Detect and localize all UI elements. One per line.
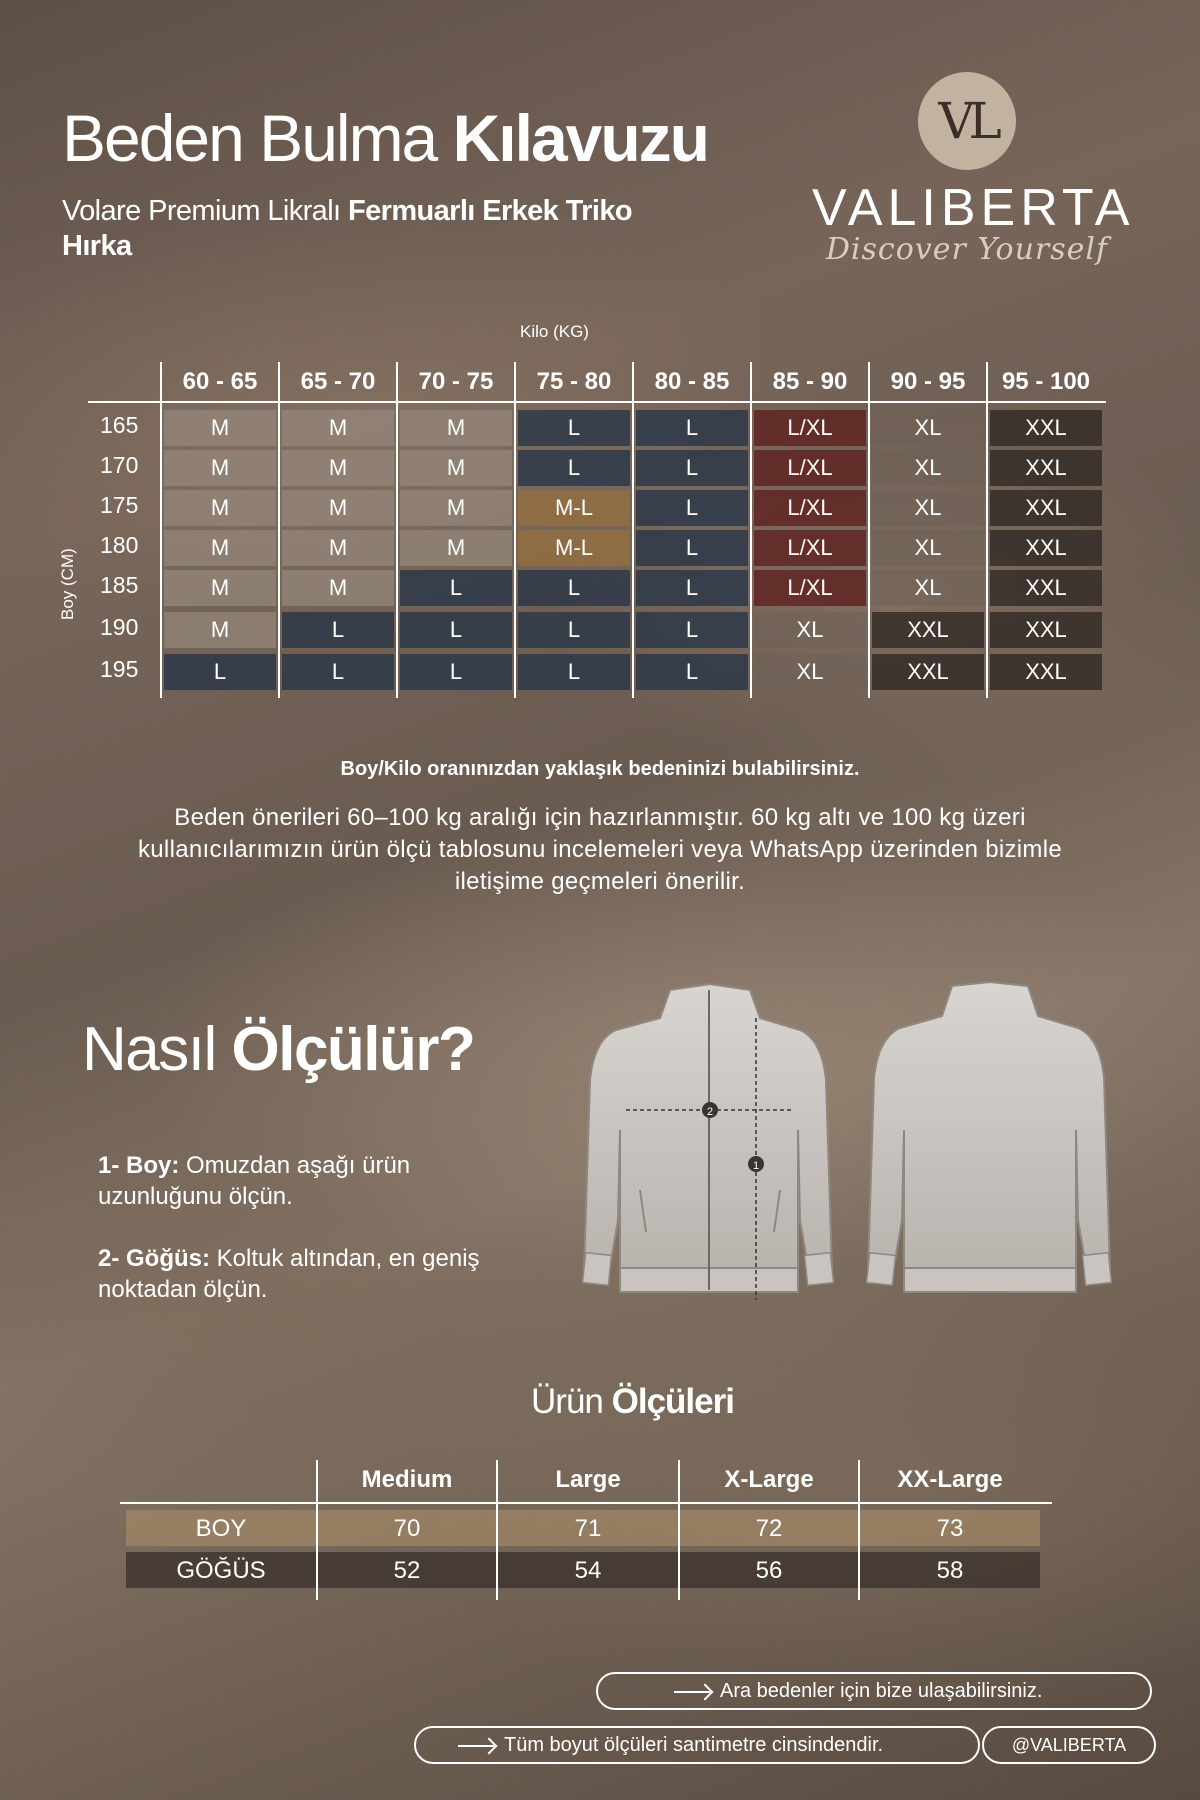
size-cell: M [164,570,276,606]
arrow-right-icon [458,1745,494,1747]
column-divider [750,362,752,698]
height-label: 175 [100,492,139,518]
column-divider [986,362,988,698]
size-cell: M [400,490,512,526]
size-cell: L [636,410,748,446]
product-subtitle: Volare Premium Likralı Fermuarlı Erkek Triko Hırka [62,195,632,262]
measure-row-label: GÖĞÜS [176,1557,266,1584]
weight-header: 75 - 80 [536,368,612,395]
size-cell: XXL [990,410,1102,446]
size-cell: M-L [518,490,630,526]
column-divider [278,362,280,698]
instruction-chest: 2- Göğüs: Koltuk altından, en geniş noktadan ölçün. [98,1245,480,1303]
jacket-back-icon [867,982,1112,1292]
measure-value: 58 [936,1557,964,1584]
size-cell: XXL [872,654,984,690]
weight-header: 60 - 65 [182,368,258,395]
measure-value: 72 [755,1515,783,1542]
size-cell: M-L [518,530,630,566]
length-marker: 1 [752,1160,760,1172]
size-cell: XL [872,530,984,566]
size-cell: L [636,530,748,566]
size-cell: XL [754,654,866,690]
size-cell: M [164,530,276,566]
column-divider [514,362,516,698]
jacket-illustration [560,970,1140,1320]
page-title: Beden Bulma Kılavuzu [62,101,708,175]
size-cell: M [164,490,276,526]
measure-column-header: Large [555,1466,621,1493]
size-cell: M [164,450,276,486]
arrow-right-icon [674,1691,710,1693]
measure-value: 71 [574,1515,602,1542]
brand-name: VALIBERTA [812,179,1135,237]
size-cell: L [636,490,748,526]
size-cell: M [400,450,512,486]
instagram-handle[interactable]: @VALIBERTA [982,1726,1156,1764]
size-cell: L [636,450,748,486]
size-cell: M [282,490,394,526]
weight-header: 80 - 85 [654,368,730,395]
weight-header: 90 - 95 [890,368,966,395]
size-cell: L [636,612,748,648]
chest-marker: 2 [706,1106,714,1118]
height-label: 165 [100,412,139,438]
size-cell: L [282,654,394,690]
unit-note-pill: Tüm boyut ölçüleri santimetre cinsindendir. [414,1726,980,1764]
size-cell: L [518,654,630,690]
weight-header: 85 - 90 [772,368,848,395]
size-cell: L [636,654,748,690]
size-cell: L/XL [754,450,866,486]
measure-column-header: Medium [361,1466,453,1493]
size-cell: M [164,612,276,648]
weight-header: 65 - 70 [300,368,376,395]
size-cell: M [282,570,394,606]
size-cell: L/XL [754,570,866,606]
size-cell: XXL [990,570,1102,606]
weight-axis-label: Kilo (KG) [520,322,589,341]
header-divider [88,401,1106,403]
weight-header: 70 - 75 [418,368,494,395]
size-cell: XL [872,450,984,486]
size-cell: L [518,612,630,648]
size-cell: XL [872,570,984,606]
size-cell: XXL [990,490,1102,526]
height-label: 195 [100,656,139,682]
height-label: 180 [100,532,139,558]
size-cell: L [400,612,512,648]
size-cell: XL [872,410,984,446]
size-cell: M [282,530,394,566]
how-to-measure-title: Nasıl Ölçülür? [82,1015,475,1084]
column-divider [632,362,634,698]
measure-column-header: XX-Large [897,1466,1003,1493]
size-cell: XXL [872,612,984,648]
size-cell: L [164,654,276,690]
jacket-front-icon [583,984,834,1300]
weight-header: 95 - 100 [1001,368,1091,395]
height-label: 185 [100,572,139,598]
brand-tagline: Discover Yourself [825,232,1109,267]
measure-value: 54 [574,1557,602,1584]
size-cell: L [400,570,512,606]
instruction-length: 1- Boy: Omuzdan aşağı ürün uzunluğunu ölçün. [98,1152,411,1210]
column-divider [868,362,870,698]
size-cell: L [400,654,512,690]
measure-value: 73 [936,1515,964,1542]
measure-value: 56 [755,1557,783,1584]
column-divider [160,362,162,698]
size-cell: XL [872,490,984,526]
size-cell: XL [754,612,866,648]
size-cell: L/XL [754,410,866,446]
size-cell: L [518,450,630,486]
size-cell: M [164,410,276,446]
height-label: 190 [100,614,139,640]
contact-note-pill: Ara bedenler için bize ulaşabilirsiniz. [596,1672,1152,1710]
size-cell: L/XL [754,530,866,566]
size-cell: L [518,410,630,446]
header-divider [120,1502,1052,1504]
size-cell: XXL [990,530,1102,566]
size-range-note: Beden önerileri 60–100 kg aralığı için hazırlanmıştır. 60 kg altı ve 100 kg üzeri kullanıcılarımızın ürün ölçü tablosunu incelemeleri veya WhatsApp üzerinden bizimle iletişime geçmeleri önerilir. [137,804,1062,895]
size-cell: XXL [990,612,1102,648]
size-hint: Boy/Kilo oranınızdan yaklaşık bedeninizi bulabilirsiniz. [340,758,860,780]
product-measures-title: Ürün Ölçüleri [531,1382,734,1421]
brand-monogram: VL [938,92,996,150]
size-cell: XXL [990,450,1102,486]
height-label: 170 [100,452,139,478]
size-cell: L [518,570,630,606]
size-cell: L/XL [754,490,866,526]
measure-row-label: BOY [195,1515,247,1542]
measure-value: 52 [393,1557,421,1584]
measure-value: 70 [393,1515,421,1542]
size-cell: L [636,570,748,606]
size-cell: M [400,410,512,446]
height-axis-label: Boy (CM) [58,548,77,620]
size-cell: M [400,530,512,566]
size-cell: M [282,450,394,486]
measure-column-header: X-Large [724,1466,814,1493]
size-cell: L [282,612,394,648]
column-divider [396,362,398,698]
size-cell: XXL [990,654,1102,690]
size-cell: M [282,410,394,446]
